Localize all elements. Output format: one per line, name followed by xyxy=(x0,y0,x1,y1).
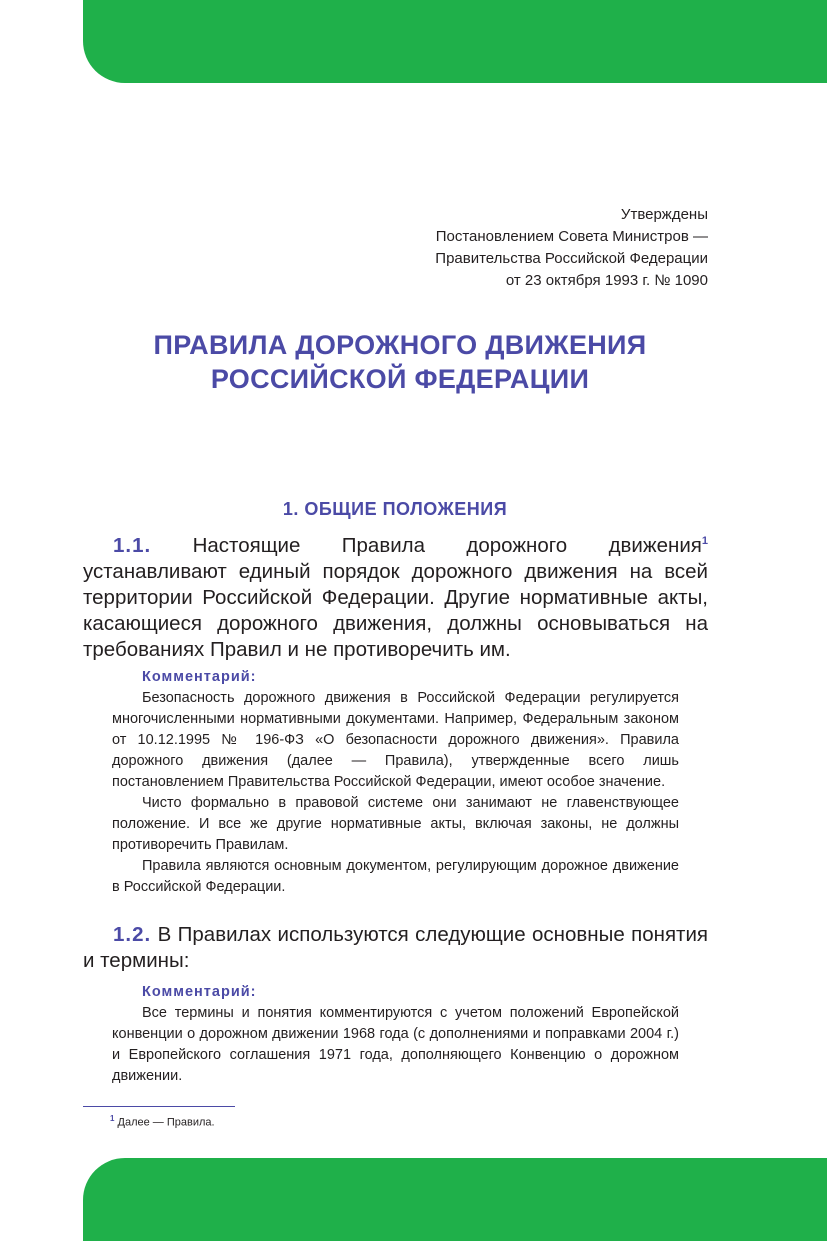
comment-paragraph: Безопасность дорожного движения в Российской Федерации регулируется многочисленными нормативными документами. Например, Федеральным законом от 10.12.1995 № 196-ФЗ «О безопасности дорожного движения». Правила дорожного движения (далее — Правила), утвержденные всего лишь постановлением Правительства Российской Федерации, имеют особое значение. xyxy=(112,690,679,790)
title-line-1: ПРАВИЛА ДОРОЖНОГО ДВИЖЕНИЯ xyxy=(153,330,647,360)
footnote xyxy=(110,1111,215,1131)
section-title: 1. ОБЩИЕ ПОЛОЖЕНИЯ xyxy=(282,499,508,519)
clause-text: Настоящие Правила дорожного движения xyxy=(151,534,702,557)
top-green-band xyxy=(83,0,827,83)
approval-line: Утверждены xyxy=(620,206,708,223)
clause-text: В Правилах используются следующие основные понятия и термины: xyxy=(83,923,708,972)
comment-paragraph: Все термины и понятия комментируются с учетом положений Европейской конвенции о дорожном движении 1968 года (с дополнениями и поправками 2004 г.) и Европейского соглашения 1971 года, дополняющего Конвенцию о дорожном движении. xyxy=(112,1005,679,1084)
approval-line: от 23 октября 1993 г. № 1090 xyxy=(505,272,708,289)
clause-1-2 xyxy=(83,922,708,974)
comment-paragraph: Правила являются основным документом, регулирующим дорожное движение в Российской Федерации. xyxy=(112,858,679,895)
footnote-ref: 1 xyxy=(701,535,708,548)
clause-number: 1.1. xyxy=(113,534,152,557)
approval-line: Постановлением Совета Министров — xyxy=(435,228,708,245)
approval-block xyxy=(435,204,708,292)
comment-heading: Комментарий: xyxy=(142,669,257,685)
approval-line: Правительства Российской Федерации xyxy=(435,250,708,267)
bottom-green-band xyxy=(83,1158,827,1241)
comment-block-1 xyxy=(112,667,679,898)
clause-text: устанавливают единый порядок дорожного движения на всей территории Российской Федерации. Другие нормативные акты, касающиеся дорожного движения, должны основываться на требованиях Правил и не противоречить им. xyxy=(83,560,708,661)
footnote-text: Далее — Правила. xyxy=(114,1116,215,1129)
footnote-divider xyxy=(83,1106,235,1107)
comment-paragraph: Чисто формально в правовой системе они занимают не главенствующее положение. И все же другие нормативные акты, включая законы, не должны противоречить Правилам. xyxy=(112,795,679,853)
document-title xyxy=(110,328,690,396)
comment-heading: Комментарий: xyxy=(142,984,257,1000)
comment-block-2 xyxy=(112,982,679,1087)
title-line-2: РОССИЙСКОЙ ФЕДЕРАЦИИ xyxy=(210,364,590,394)
clause-1-1 xyxy=(83,533,708,663)
clause-number: 1.2. xyxy=(113,923,152,946)
footnote-mark: 1 xyxy=(110,1114,115,1123)
